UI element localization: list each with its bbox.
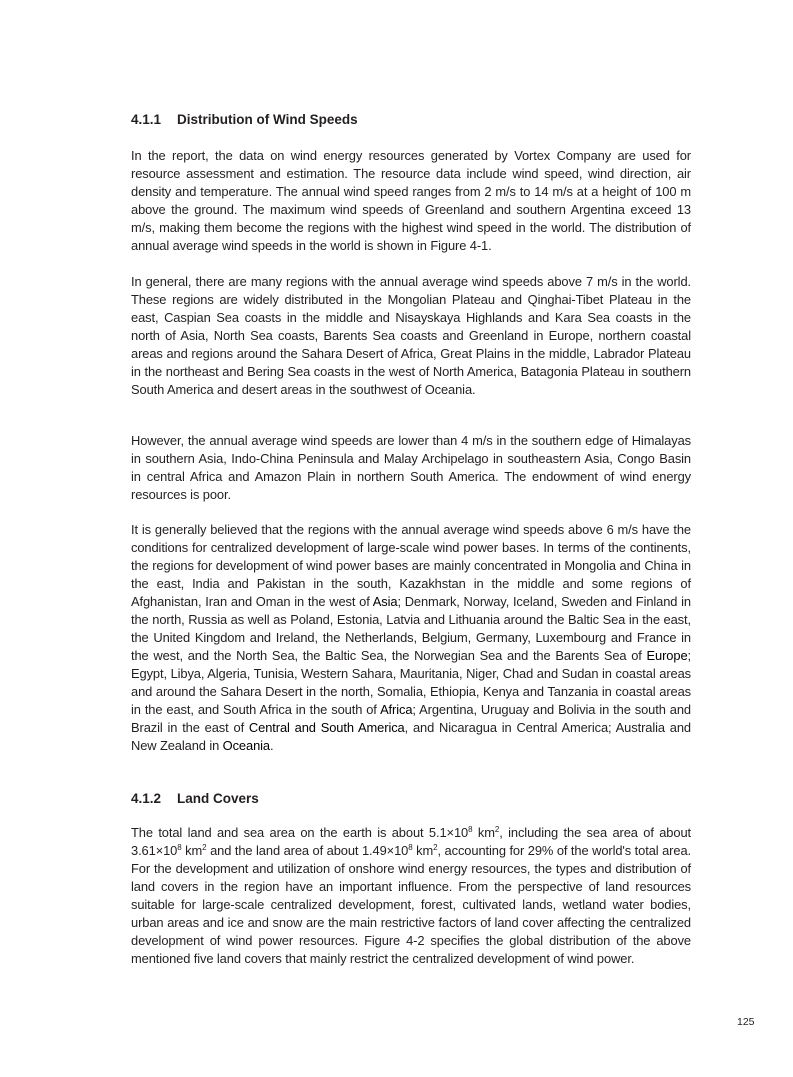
- text: km: [472, 825, 495, 840]
- exponent: 8: [468, 825, 473, 834]
- text: , and Nicaragua in Central America; Australia and New Zealand in: [131, 720, 691, 753]
- paragraph-3: However, the annual average wind speeds are lower than 4 m/s in the southern edge of Himalayas in southern Asia, Indo-China Peninsula and Malay Archipelago in southeastern Asia, Congo Basin in central Africa and Amazon Plain in northern South America. The endowment of wind energy resources is poor.: [131, 433, 691, 502]
- paragraph-5: [131, 824, 691, 968]
- text: ; Egypt, Libya, Algeria, Tunisia, Western Sahara, Mauritania, Niger, Chad and Sudan in coastal areas and around the Sahara Desert in the north, Somalia, Ethiopia, Kenya and Tanzania in coastal areas in the east, and South Africa in the south of: [131, 648, 691, 717]
- continent-europe: Europe: [646, 648, 688, 663]
- text: and the land area of about 1.49×10: [206, 843, 409, 858]
- section-title: Land Covers: [177, 791, 259, 806]
- text: km: [412, 843, 434, 858]
- section-title: Distribution of Wind Speeds: [177, 112, 358, 127]
- text: The total land and sea area on the earth is about 5.1×10: [131, 825, 469, 840]
- continent-central-south-america: Central and South America: [248, 720, 405, 735]
- paragraph-2: In general, there are many regions with the annual average wind speeds above 7 m/s in the world. These regions are widely distributed in the Mongolian Plateau and Qinghai-Tibet Plateau in the east, Caspian Sea coasts in the middle and Nisayskaya Highlands and Kara Sea coasts in the north of Asia, North Sea coasts, Barents Sea coasts and Greenland in Europe, northern coastal areas and regions around the Sahara Desert of Africa, Great Plains in the middle, Labrador Plateau in the northeast and Bering Sea coasts in the west of North America, Batagonia Plateau in southern South America and desert areas in the southwest of Oceania.: [131, 274, 691, 397]
- section-number: 4.1.1: [131, 112, 162, 127]
- paragraph-1: In the report, the data on wind energy resources generated by Vortex Company are used for resource assessment and estimation. The resource data include wind speed, wind direction, air density and temperature. The annual wind speed ranges from 2 m/s to 14 m/s at a height of 100 m above the ground. The maximum wind speeds of Greenland and southern Argentina exceed 13 m/s, making them become the regions with the highest wind speed in the world. The distribution of annual average wind speeds in the world is shown in Figure 4-1.: [131, 148, 691, 253]
- exponent: 2: [202, 843, 207, 852]
- continent-africa: Africa: [380, 702, 413, 717]
- text: km: [181, 843, 203, 858]
- section-heading-4-1-2: [131, 790, 259, 808]
- exponent: 8: [408, 843, 413, 852]
- exponent: 2: [433, 843, 438, 852]
- text: , including the sea area of about 3.61×10: [131, 825, 691, 858]
- text: ; Denmark, Norway, Iceland, Sweden and Finland in the north, Russia as well as Poland, Estonia, Latvia and Lithuania around the Baltic Sea in the east, the United Kingdom and Ireland, the Netherlands, Belgium, Germany, Luxembourg and France in the west, and the North Sea, the Baltic Sea, the Norwegian Sea and the Barents Sea of: [131, 594, 691, 663]
- text: It is generally believed that the regions with the annual average wind speeds above 6 m/s have the conditions for centralized development of large-scale wind power bases. In terms of the continents, the regions for development of wind power bases are mainly concentrated in Mongolia and China in the east, India and Pakistan in the south, Kazakhstan in the middle and some regions of Afghanistan, Iran and Oman in the west of: [131, 522, 691, 609]
- continent-oceania: Oceania: [222, 738, 270, 753]
- exponent: 2: [494, 825, 500, 834]
- text: .: [269, 738, 274, 753]
- paragraph-4: [131, 521, 691, 755]
- section-heading-4-1-1: [131, 111, 358, 129]
- text: , accounting for 29% of the world's total area. For the development and utilization of onshore wind energy resources, the types and distribution of land covers in the region have an important influence. From the perspective of land resources suitable for large-scale centralized development, forest, cultivated lands, wetland water bodies, urban areas and ice and snow are the main restrictive factors of land cover affecting the centralized development of wind power resources. Figure 4-2 specifies the global distribution of the above mentioned five land covers that mainly restrict the centralized development of wind power.: [131, 843, 691, 966]
- section-number: 4.1.2: [131, 791, 162, 806]
- text: ; Argentina, Uruguay and Bolivia in the south and Brazil in the east of: [131, 702, 691, 735]
- exponent: 8: [177, 843, 182, 852]
- continent-asia: Asia: [372, 594, 398, 609]
- page-number: 125: [737, 1016, 755, 1028]
